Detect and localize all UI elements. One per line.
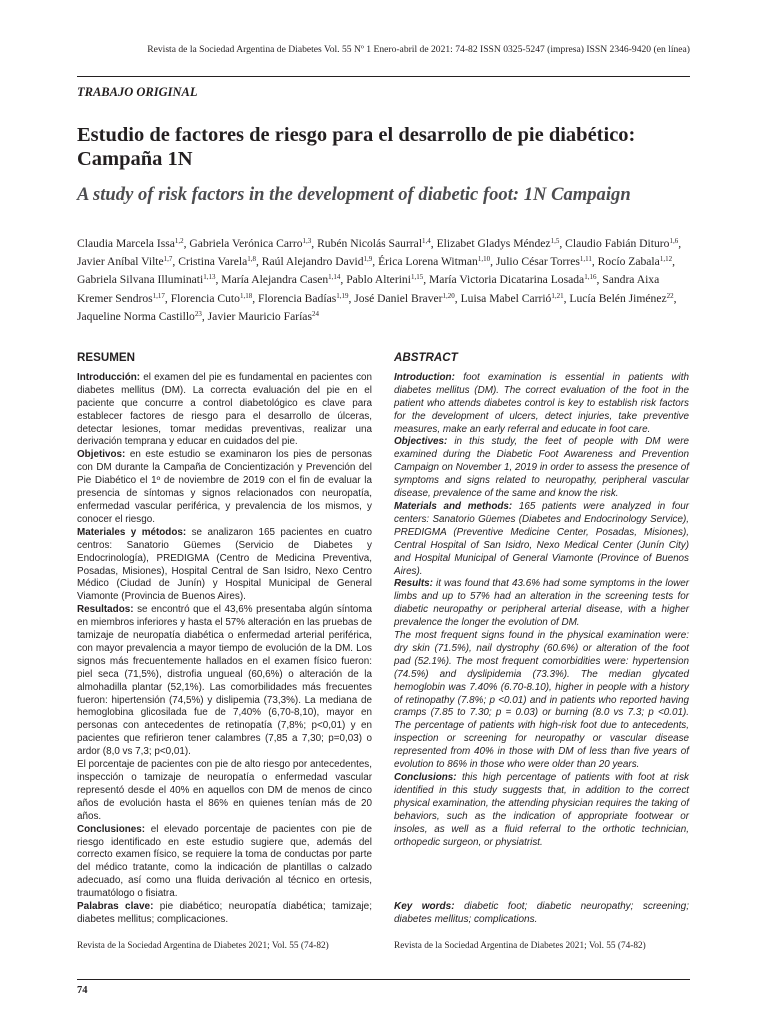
author-name: Luisa Mabel Carrió [460,291,552,305]
author-name: Lucía Belén Jiménez [569,291,667,305]
author-name: Florencia Cuto [170,291,240,305]
abstract-paragraph [77,824,372,901]
author-affiliation: 1,8 [247,255,256,264]
author [77,310,202,323]
author [569,292,673,305]
author [461,292,564,305]
paragraph-text: it was found that 43.6% had some symptoms in the lower limbs and up to 57% had an alteration in the screening tests for diabetic neuropathy or peripheral arterial disease, with a higher prevalence the longer the evolution of DM. [394,578,689,629]
article-title-spanish: Estudio de factores de riesgo para el desarrollo de pie diabético: Campaña 1N [77,124,636,170]
author-affiliation: 24 [311,309,319,318]
keywords-text: diabetic foot; diabetic neuropathy; screening; diabetes mellitus; complications. [394,901,689,925]
abstract-column [394,352,689,849]
author [565,237,678,250]
author-name: Claudio Fabián Dituro [565,237,670,250]
paragraph-label: Results: [394,578,433,590]
paragraph-text: foot examination is essential in patients with diabetes mellitus (DM). The correct evaluation of the foot in the patient who attends diabetes control is key to establish risk factors for the development of ulcers, detect injuries, take preventive measures, make an early referral and educate in foot care. [394,371,689,435]
author [221,273,340,286]
author [77,237,184,250]
abstract-body [394,372,689,850]
author [317,237,431,250]
author-affiliation: 22 [666,291,674,300]
paragraph-text: El porcentaje de pacientes con pie de alto riesgo por antecedentes, inspección o tamizaje de neuropatía o enfermedad vascular representó desde el 40% en aquellos con DM de menos de cinco años de evolución hasta el 86% en quienes tenían más de 20 años. [77,759,372,822]
section-type-label: TRABAJO ORIGINAL [77,85,198,99]
paragraph-label: Objetivos: [77,449,126,461]
resumen-column [77,352,372,901]
paragraph-label: Conclusions: [394,772,457,783]
abstract-paragraph [77,759,372,824]
author-affiliation: 1,4 [422,237,431,245]
author [258,292,349,305]
paragraph-label: Conclusiones: [77,823,146,835]
author-affiliation: 1,19 [336,291,349,300]
author-name: Sandra Aixa Kremer Sendros [77,273,660,305]
author [354,292,454,305]
paragraph-label: Materiales y métodos: [77,526,187,538]
abstract-paragraph [394,772,689,849]
paragraph-label: Materials and methods: [394,500,513,512]
author [178,255,256,268]
author-affiliation: 1,20 [442,291,455,300]
author-name: Gabriela Silvana Illuminati [77,273,204,287]
author-affiliation: 1,14 [328,273,341,282]
author-affiliation: 1,21 [551,291,564,300]
abstract-paragraph [394,436,689,501]
author [262,255,373,268]
author-affiliation: 1,5 [550,237,560,245]
author-affiliation: 1,10 [477,255,491,264]
author [346,273,423,286]
author-affiliation: 1,7 [163,255,173,264]
paragraph-text: 165 patients were analyzed in four centers: Sanatorio Güemes (Diabetes and Endocrinology Service), PREDIGMA (Preventive Medicine Center, Posadas, Misiones), Central Hospital of San Isidro, Nexo Medical Center (Junín City) and Hospital Municipal of General Viamonte (Province of Buenos Aires). [394,500,689,577]
paragraph-text: en este estudio se examinaron los pies de personas con DM durante la Campaña de Concientización y Prevención del Pie Diabético el 1º de noviembre de 2019 con el fin de evaluar la presencia de síntomas y signos relacionados con neuropatía, enfermedad vascular periférica, y prevalencia de los mismos, y conocer el riesgo. [77,449,372,525]
author [496,255,592,268]
key-words [394,901,689,927]
page-number: 74 [77,985,88,996]
author-affiliation: 1,17 [152,291,165,300]
abstract-paragraph [77,604,372,759]
author [208,310,319,323]
author-name: Érica Lorena Witman [378,255,478,269]
author-name: Rubén Nicolás Saurral [317,237,423,250]
paragraph-text: el examen del pie es fundamental en pacientes con diabetes mellitus (DM). La correcta evaluación del pie en el paciente que concurre a control diabetológico es clave para establecer factores de riesgo para el desarrollo de úlceras, detectar lesiones, tomar medidas preventivas, realizar una derivación temprana y educar en cuidados del pie. [77,371,372,448]
author-name: José Daniel Braver [354,291,443,305]
paragraph-text: this high percentage of patients with foot at risk identified in this study suggests that, in addition to the correct physical examination, the attending physician requires the taking of behaviors, such as the indication of appropriate footwear or insoles, as well as a fluid referral to the orthotic technician, orthopedic surgeon, or physiatrist. [394,772,689,848]
author-affiliation: 1,2 [174,237,184,245]
author-name: Claudia Marcela Issa [77,237,175,250]
author-name: Julio César Torres [495,255,580,269]
citation-left: Revista de la Sociedad Argentina de Diabetes 2021; Vol. 55 (74-82) [77,941,329,951]
paragraph-label: Resultados: [77,604,134,616]
author-name: Jaqueline Norma Castillo [77,309,195,323]
resumen-heading: RESUMEN [77,351,135,364]
abstract-paragraph [77,449,372,526]
abstract-paragraph [394,578,689,630]
author-name: María Victoria Dicatarina Losada [428,273,585,287]
author [598,255,672,268]
journal-header: Revista de la Sociedad Argentina de Diabetes Vol. 55 Nº 1 Enero-abril de 2021: 74-82 ISSN 0325-5247 (impresa) ISSN 2346-9420 (en línea) [147,44,690,55]
keywords-text: pie diabético; neuropatía diabética; tamizaje; diabetes mellitus; complicaciones. [77,901,373,925]
keywords-label: Key words: [394,901,455,912]
abstract-paragraph [77,527,372,604]
paragraph-label: Introducción: [77,371,141,383]
author [77,273,215,286]
author-affiliation: 23 [194,309,202,318]
paragraph-label: Introduction: [394,371,455,383]
author-affiliation: 1,13 [203,273,216,282]
author-name: Rocío Zabala [597,255,660,269]
author [429,273,596,286]
palabras-clave [77,901,372,927]
abstract-paragraph [394,501,689,578]
header-rule [77,76,690,77]
author-affiliation: 1,18 [239,291,253,300]
author-affiliation: 1,11 [579,255,592,264]
paragraph-text: se encontró que el 43,6% presentaba algún síntoma en miembros inferiores y hasta el 57% alteración en las pruebas de tamizaje de neuropatía diabética o enfermedad arterial periférica, con mayor prevalencia a mayor tiempo de evolución de la DM. Los signos más frecuentemente hallados en el examen físico fueron: piel seca (71,5%), distrofia ungueal (60,6%) o alteración de la almohadilla plantar (52,1%). Las comorbilidades más frecuentes fueron: hipertensión (74,5%) y dislipemia (73,3%). La mediana de hemoglobina glicosilada fue de 7,40% (6,70-8,10), mayor en personas con antecedentes de retinopatía (7,8%; p<0,01) y en pacientes que refirieron tener calambres (7,85 a 7,30; p=0,03) o ardor (8,0 vs 7,3; p<0,01). [77,604,372,758]
paragraph-text: The most frequent signs found in the physical examination were: dry skin (71.5%), nail dystrophy (60.6%) or alteration of the foot pad (52.1%). The most frequent comorbidities were: hypertension (74.5%) and dyslipidemia (73.3%). The median glycated hemoglobin was 7.40% (6.70-8.10), higher in people with a history of retinopathy (7.8%; p <0.01) and in patients who reported having cramps (7.85 to 7.30; p = 0.03) or burning (8.0 vs 7.3; p <0.01). The percentage of patients with high-risk foot due to antecedents, inspection or screening for neuropathy or vascular disease represented from 40% in those with DM of less than five years of evolution to 86% in those who were older than 20 years. [394,630,689,771]
author [171,292,252,305]
author-list: Claudia Marcela Issa$^{1,2}$, Gabriela Verónica Carro$^{1,3}$, Rubén Nicolás Saurral$^{1,4}$, Elizabet Gladys Méndez$^{1,5}$, Claudio Fabián Dituro$^{1,6}$, Javier Aníbal Vilte$^{1,7}$, Cristina Varela$^{1,8}$, Raúl Alejandro David$^{1,9}$, Érica Lorena Witman$^{1,10}$, Julio César Torres$^{1,11}$, Rocío Zabala$^{1,12}$, Gabriela Silvana Illuminati$^{1,13}$, María Alejandra Casen$^{1,14}$, Pablo Alterini$^{1,15}$, María Victoria Dicatarina Losada$^{1,16}$, Sandra Aixa Kremer Sendros$^{1,17}$, Florencia Cuto$^{1,18}$, Florencia Badías$^{1,19}$, José Daniel Braver$^{1,20}$, Luisa Mabel Carrió$^{1,21}$, Lucía Belén Jiménez$^{22}$, Jaqueline Norma Castillo$^{23}$, Javier Mauricio Farías$^{24}$ [77,237,682,323]
footer-rule [77,979,690,980]
citation-right: Revista de la Sociedad Argentina de Diabetes 2021; Vol. 55 (74-82) [394,941,646,951]
author-affiliation: 1,6 [669,237,679,245]
abstract-heading: ABSTRACT [394,351,458,364]
author-name: Pablo Alterini [346,273,411,287]
author-affiliation: 1,15 [410,273,424,282]
keywords-label: Palabras clave: [77,901,154,912]
paragraph-text: in this study, the feet of people with DM were examined during the Diabetic Foot Awareness and Prevention Campaign on November 1, 2019 in order to assess the presence of symptoms and signs related to neuropathy, peripheral vascular disease, prevalence of the same and know the risk. [394,436,689,500]
article-title-english: A study of risk factors in the development of diabetic foot: 1N Campaign [77,184,631,205]
author-affiliation: 1,3 [302,237,312,245]
author-affiliation: 1,16 [584,273,597,282]
author-name: Raúl Alejandro David [261,255,364,269]
resumen-body [77,372,372,901]
author-name: Elizabet Gladys Méndez [436,237,551,250]
abstract-paragraph [77,372,372,449]
author-affiliation: 1,12 [659,255,673,264]
author [437,237,560,250]
author-name: Gabriela Verónica Carro [189,237,303,250]
abstract-paragraph [394,630,689,772]
author-name: Cristina Varela [178,255,248,269]
author-name: María Alejandra Casen [221,273,329,287]
paragraph-text: se analizaron 165 pacientes en cuatro centros: Sanatorio Güemes (Servicio de Diabetes y Endocrinología), PREDIGMA (Centro de Medicina Preventiva, Posadas, Misiones), Hospital Central de San Isidro, Nexo Centro Médico (Ciudad de Junín) y Hospital Municipal de General Viamonte (Provincia de Buenos Aires). [77,526,372,603]
author-name: Javier Mauricio Farías [207,309,312,323]
paragraph-label: Objectives: [394,436,448,448]
author [189,237,311,250]
author-affiliation: 1,9 [363,255,373,264]
paragraph-text: el elevado porcentaje de pacientes con pie de riesgo identificado en este estudio sugiere que, además del correcto examen físico, se requiere la toma de conductas por parte del médico tratante, como la indicación de plantillas o calzado adecuado, así como una fluida derivación al técnico en ortesis, traumatólogo o fisiatra. [77,823,372,900]
author [378,255,490,268]
author [77,255,172,268]
abstract-paragraph [394,372,689,437]
author-name: Florencia Badías [258,291,337,305]
author-name: Javier Aníbal Vilte [77,255,164,269]
